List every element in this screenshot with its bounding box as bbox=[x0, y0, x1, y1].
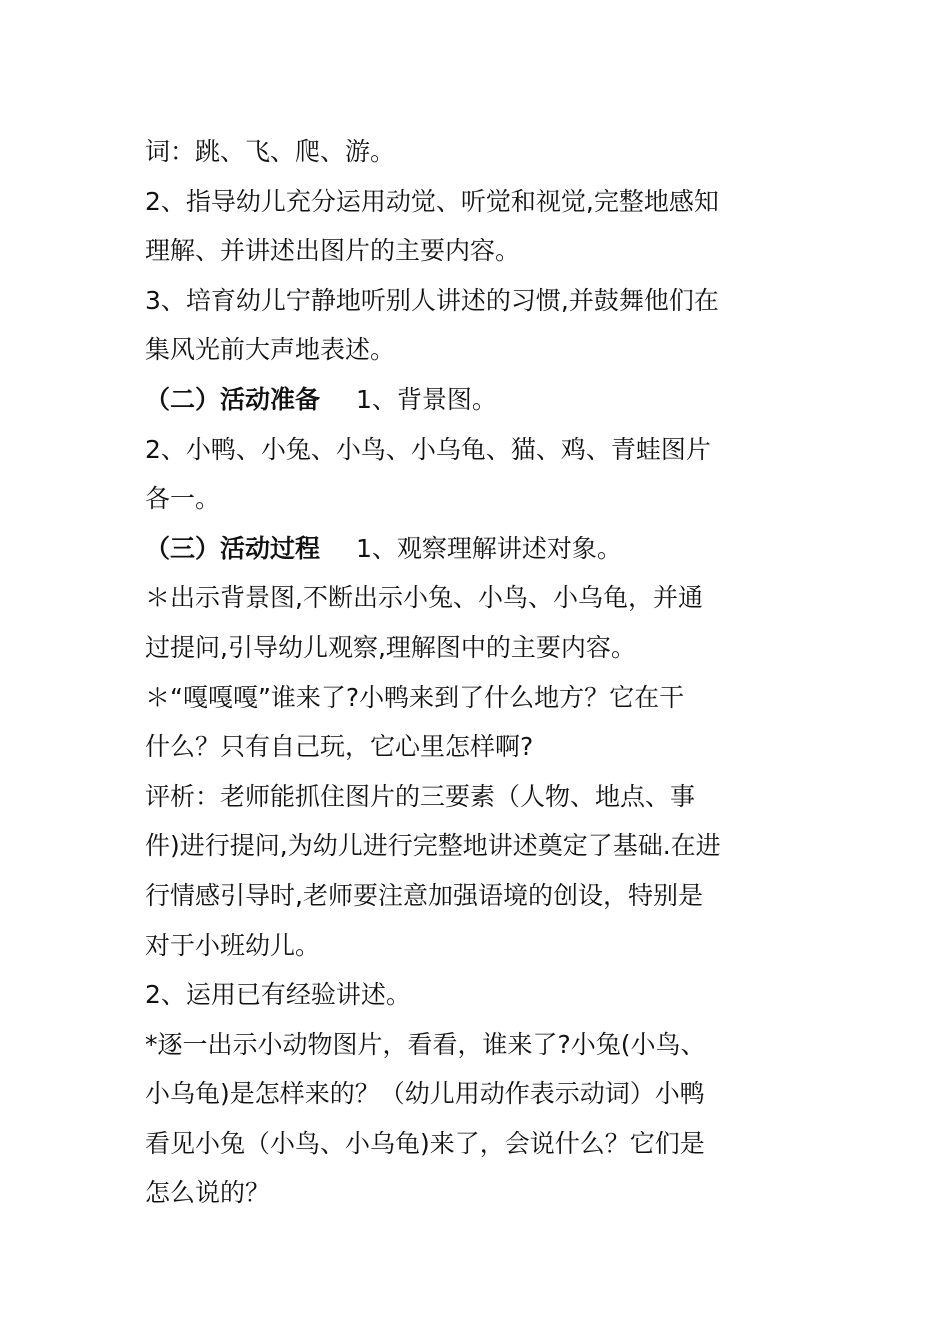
text-line: 对于小班幼儿。 bbox=[145, 930, 321, 960]
text-line: 看见小兔（小鸟、小乌龟)来了，会说什么？它们是 bbox=[145, 1128, 705, 1158]
section-label: （二）活动准备 bbox=[145, 384, 321, 414]
text-line: 集风光前大声地表述。 bbox=[145, 335, 396, 365]
text-line: 各一。 bbox=[145, 484, 221, 514]
section-label: （三）活动过程 bbox=[145, 533, 321, 563]
text-line: 行情感引导时,老师要注意加强语境的创设，特别是 bbox=[145, 880, 703, 910]
text-line: ＊出示背景图,不断出示小兔、小鸟、小乌龟，并通 bbox=[145, 583, 703, 613]
text-line: 过提问,引导幼儿观察,理解图中的主要内容。 bbox=[145, 632, 636, 662]
document-body bbox=[145, 127, 815, 1218]
text-line: 2、运用已有经验讲述。 bbox=[145, 980, 411, 1010]
text-line: 3、培育幼儿宁静地听别人讲述的习惯,并鼓舞他们在 bbox=[145, 285, 719, 315]
section-first-item: 1、背景图。 bbox=[356, 384, 497, 414]
text-line: 怎么说的？ bbox=[145, 1178, 271, 1208]
text-line: 评析：老师能抓住图片的三要素（人物、地点、事 bbox=[145, 781, 696, 811]
text-line: *逐一出示小动物图片，看看，谁来了?小兔(小鸟、 bbox=[145, 1029, 706, 1059]
text-line: 理解、并讲述出图片的主要内容。 bbox=[145, 236, 521, 266]
section-heading-preparation bbox=[145, 375, 815, 425]
text-line: 2、指导幼儿充分运用动觉、听觉和视觉,完整地感知 bbox=[145, 186, 719, 216]
text-line: 什么？只有自己玩，它心里怎样啊? bbox=[145, 732, 534, 762]
text-line: 件)进行提问,为幼儿进行完整地讲述奠定了基础.在进 bbox=[145, 831, 721, 861]
text-line: 小乌龟)是怎样来的？（幼儿用动作表示动词）小鸭 bbox=[145, 1079, 705, 1109]
section-heading-process bbox=[145, 524, 815, 574]
text-line: 词：跳、飞、爬、游。 bbox=[145, 137, 396, 166]
section-first-item: 1、观察理解讲述对象。 bbox=[356, 533, 622, 563]
text-line: ＊“嘎嘎嘎”谁来了?小鸭来到了什么地方？它在干 bbox=[145, 682, 685, 712]
text-line: 2、小鸭、小兔、小鸟、小乌龟、猫、鸡、青蛙图片 bbox=[145, 434, 711, 464]
